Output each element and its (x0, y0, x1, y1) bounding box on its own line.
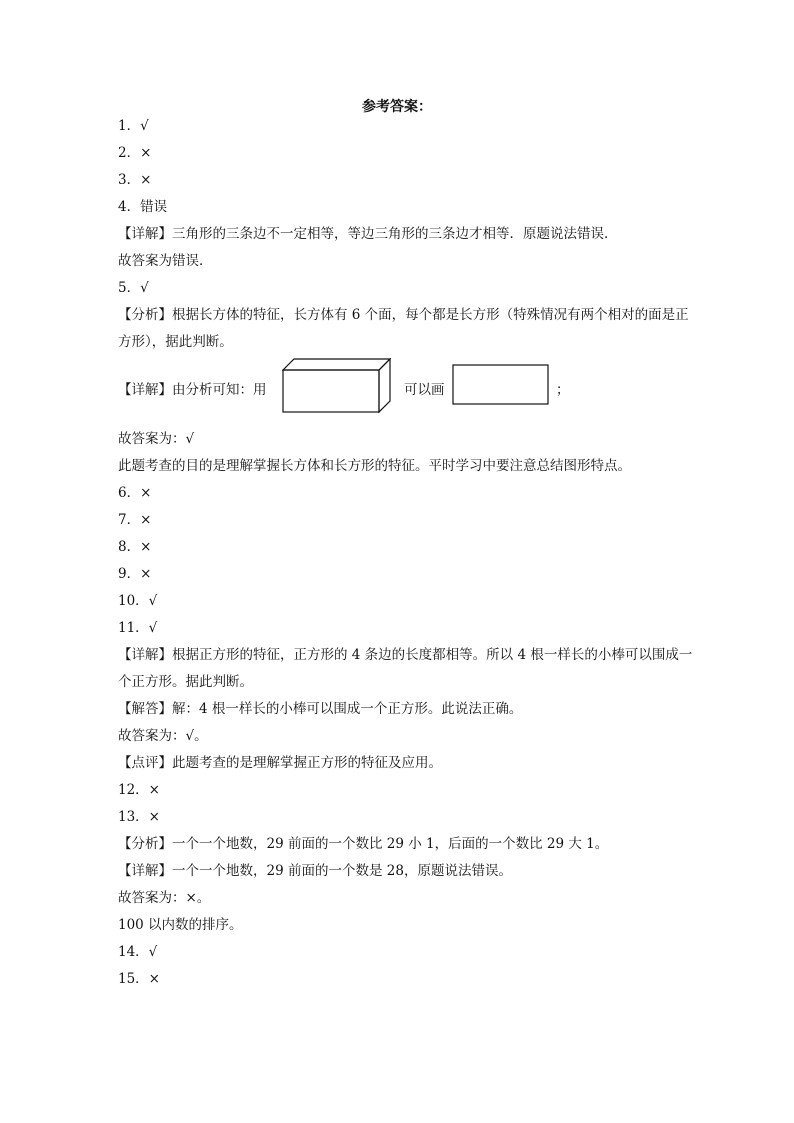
q11-solution (118, 696, 698, 723)
q5-detail-prefix: 由分析可知：用 (172, 382, 267, 398)
q11-review-tag: 【点评】 (118, 755, 172, 771)
answer-line-1: 1．√ (118, 118, 149, 134)
answer-line-11: 11．√ (118, 620, 158, 636)
q11-review (118, 750, 698, 777)
q13-analysis-text: 一个一个地数，29 前面的一个数比 29 小 1，后面的一个数比 29 大 1。 (172, 836, 609, 852)
q5-comment: 此题考查的目的是理解掌握长方体和长方形的特征。平时学习中要注意总结图形特点。 (118, 458, 631, 474)
q5-analysis-text: 根据长方体的特征，长方体有 6 个面，每个都是长方形（特殊情况有两个相对的面是正方形），据此判断。 (118, 307, 689, 350)
q5-detail-suffix: ； (556, 382, 570, 398)
q11-answer: 故答案为：√。 (118, 728, 208, 744)
answer-line-8: 8．× (118, 539, 152, 555)
answer-content (118, 113, 698, 993)
q13-detail-text: 一个一个地数，29 前面的一个数是 28，原题说法错误。 (172, 863, 512, 879)
answer-line-14: 14．√ (118, 944, 158, 960)
answer-line-15: 15．× (118, 971, 160, 987)
q5-detail-middle: 可以画 (404, 382, 445, 398)
answer-line-3: 3．× (118, 172, 152, 188)
q13-analysis (118, 831, 698, 858)
q13-answer: 故答案为：×。 (118, 890, 211, 906)
q4-answer: 故答案为错误． (118, 253, 213, 269)
answer-line-9: 9．× (118, 566, 152, 582)
q4-detail-text: 三角形的三条边不一定相等，等边三角形的三条边才相等．原题说法错误． (172, 226, 618, 242)
q4-detail (118, 221, 698, 248)
q5-analysis-tag: 【分析】 (118, 307, 172, 323)
answer-line-12: 12．× (118, 782, 160, 798)
q11-solution-text: 解：4 根一样长的小棒可以围成一个正方形。此说法正确。 (172, 701, 523, 717)
answer-line-10: 10．√ (118, 593, 158, 609)
q5-detail-tag: 【详解】 (118, 382, 172, 398)
rectangle-icon (452, 364, 550, 406)
q5-detail (118, 356, 698, 426)
q13-detail-tag: 【详解】 (118, 863, 172, 879)
cuboid-icon (282, 358, 392, 414)
q5-analysis (118, 302, 698, 356)
q5-detail-prefix-group (118, 377, 267, 404)
q13-detail (118, 858, 698, 885)
answer-line-7: 7．× (118, 512, 152, 528)
q11-solution-tag: 【解答】 (118, 701, 172, 717)
answer-line-4: 4．错误 (118, 199, 168, 215)
answer-line-5: 5．√ (118, 280, 149, 296)
answer-line-13: 13．× (118, 809, 160, 825)
answer-line-6: 6．× (118, 485, 152, 501)
q13-topic: 100 以内数的排序。 (118, 917, 243, 933)
q11-detail-tag: 【详解】 (118, 647, 172, 663)
page-title: 参考答案： (362, 99, 432, 115)
q11-detail (118, 642, 698, 696)
answer-line-2: 2．× (118, 145, 152, 161)
q11-detail-text: 根据正方形的特征，正方形的 4 条边的长度都相等。所以 4 根一样长的小棒可以围成一个正方形。据此判断。 (118, 647, 693, 690)
q5-answer: 故答案为：√ (118, 431, 195, 447)
q4-detail-tag: 【详解】 (118, 226, 172, 242)
q11-review-text: 此题考查的是理解掌握正方形的特征及应用。 (172, 755, 442, 771)
q13-analysis-tag: 【分析】 (118, 836, 172, 852)
